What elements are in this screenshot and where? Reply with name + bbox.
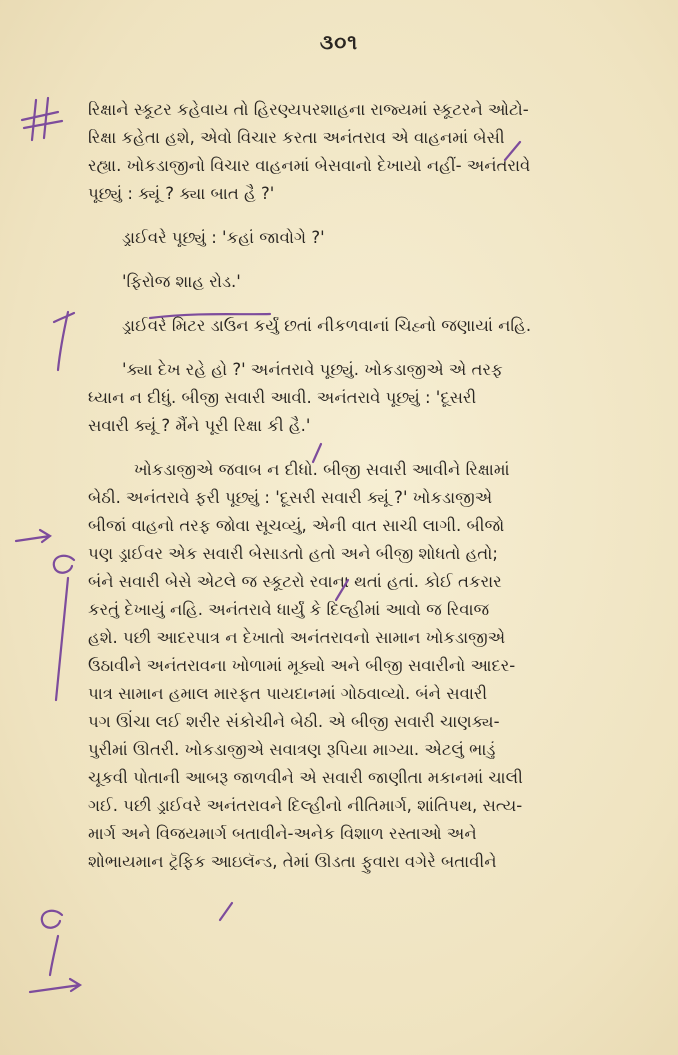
paragraph — [88, 96, 648, 208]
paragraph — [88, 356, 648, 440]
pointer-mark — [16, 530, 50, 542]
text-line: બંને સવારી બેસે એટલે જ સ્કૂટરો રવાના થતાં હતાં. કોઈ તકરાર — [88, 572, 502, 591]
pointer-mark — [30, 979, 80, 992]
text-line: ડ્રાઈવરે મિટર ડાઉન કર્યું છતાં નીકળવાનાં ચિહ્નો જણાયાં નહિ. — [122, 316, 532, 335]
text-line: રહ્યા. ખોકડાજીનો વિચાર વાહનમાં બેસવાનો દેખાયો નહીં- અનંતરાવે — [88, 156, 531, 175]
text-line: પાત્ર સામાન હમાલ મારફત પાયદાનમાં ગોઠવાવ્યો. બંને સવારી — [88, 684, 488, 703]
page-number: ૩૦૧ — [319, 30, 359, 54]
paragraph — [88, 268, 648, 296]
dash-mark — [54, 313, 74, 322]
margin-bar — [56, 578, 68, 700]
text-line: ડ્રાઈવરે પૂછ્યું : 'કહાં જાવોગે ?' — [122, 228, 325, 247]
body-text — [88, 96, 648, 876]
text-line: શોભાયમાન ટ્રૅફિક આઇલૅન્ડ, તેમાં ઊડતા ફુવારા વગેરે બતાવીને — [88, 852, 497, 871]
text-line: બીજાં વાહનો તરફ જોવા સૂચવ્યું, એની વાત સાચી લાગી. બીજો — [88, 516, 505, 535]
slash-mark — [220, 903, 232, 920]
margin-bar — [50, 936, 58, 975]
text-line: પણ ડ્રાઈવર એક સવારી બેસાડતો હતો અને બીજી શોધતો હતો; — [88, 544, 498, 563]
paragraph — [88, 312, 648, 340]
circle-mark — [54, 556, 74, 573]
text-line: ખોકડાજીએ જવાબ ન દીધો. બીજી સવારી આવીને રિક્ષામાં — [134, 460, 510, 479]
text-line: 'ક્યા દેખ રહે હો ?' અનંતરાવે પૂછ્યું. ખોકડાજીએ એ તરફ — [122, 360, 503, 379]
text-line: પુરીમાં ઊતરી. ખોકડાજીએ સવાત્રણ રૂપિયા માગ્યા. એટલું ભાડું — [88, 740, 496, 759]
text-line: ગઈ. પછી ડ્રાઈવરે અનંતરાવને દિલ્હીનો નીતિમાર્ગ, શાંતિપથ, સત્ય- — [88, 796, 523, 815]
text-line: ધ્યાન ન દીધું. બીજી સવારી આવી. અનંતરાવે પૂછ્યું : 'દૂસરી — [88, 388, 477, 407]
text-line: 'ફિરોજ શાહ રોડ.' — [122, 272, 241, 291]
text-line: માર્ગ અને વિજયમાર્ગ બતાવીને-અનેક વિશાળ રસ્તાઓ અને — [88, 824, 477, 843]
paragraph — [88, 224, 648, 252]
hash-mark — [22, 98, 62, 140]
text-line: પગ ઊંચા લઈ શરીર સંકોચીને બેઠી. એ બીજી સવારી ચાણક્ય- — [88, 712, 500, 731]
text-line: સવારી ક્યૂં ? મૈંને પૂરી રિક્ષા કી હૈ.' — [88, 416, 311, 435]
text-line: રિક્ષાને સ્કૂટર કહેવાય તો હિરણ્યપરશાહના રાજ્યમાં સ્કૂટરને ઓટો- — [88, 100, 529, 119]
paragraph — [88, 456, 648, 876]
text-line: હશે. પછી આદરપાત્ર ન દેખાતો અનંતરાવનો સામાન ખોકડાજીએ — [88, 628, 506, 647]
text-line: ચૂકવી પોતાની આબરૂ જાળવીને એ સવારી જાણીતા મકાનમાં ચાલી — [88, 768, 523, 787]
text-line: પૂછ્યું : ક્યૂં ? ક્યા બાત હૈ ?' — [88, 184, 275, 203]
text-line: ઉઠાવીને અનંતરાવના ખોળામાં મૂક્યો અને બીજી સવારીનો આદર- — [88, 656, 516, 675]
text-line: બેઠી. અનંતરાવે ફરી પૂછ્યું : 'દૂસરી સવારી ક્યૂં ?' ખોકડાજીએ — [88, 488, 493, 507]
text-line: રિક્ષા કહેતા હશે, એવો વિચાર કરતા અનંતરાવ એ વાહનમાં બેસી — [88, 128, 505, 147]
text-line: કરતું દેખાયું નહિ. અનંતરાવે ધાર્યું કે દિલ્હીમાં આવો જ રિવાજ — [88, 600, 490, 619]
margin-bar — [58, 312, 68, 370]
circle-mark — [42, 911, 62, 928]
